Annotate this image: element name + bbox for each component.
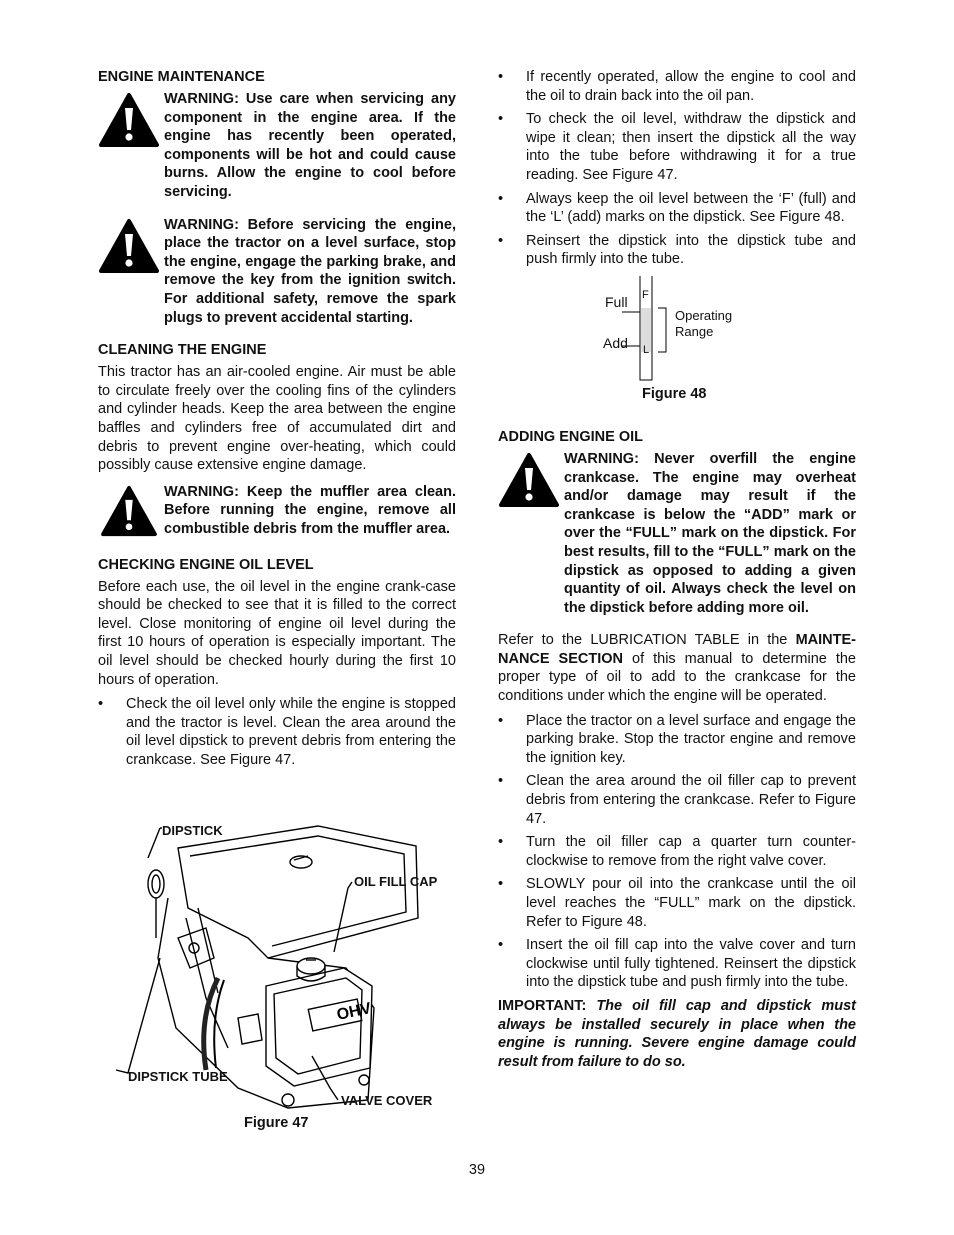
label-dipstick: DIPSTICK <box>162 823 223 838</box>
label-dipstick-tube: DIPSTICK TUBE <box>128 1069 228 1084</box>
left-column <box>98 68 456 775</box>
checking-oil-bullets <box>98 695 456 769</box>
list-item: • Clean the area around the oil filler cap to prevent debris from entering the crankcase. Refer to Figure 47. <box>498 773 856 827</box>
engine-maintenance-heading: ENGINE MAINTENANCE <box>98 69 265 85</box>
figure-48 <box>498 274 856 424</box>
figure-48-caption: Figure 48 <box>642 385 707 402</box>
warning-text-before-servicing: WARNING: Before servicing the engine, place the tractor on a level surface, stop the engine, engage the parking brake, and remove the key from the ignition switch. For additional safety, remove the spark plugs to prevent accidental starting. <box>164 216 456 326</box>
list-item: • If recently operated, allow the engine to cool and the oil to drain back into the oil pan. <box>498 69 856 104</box>
label-valve-cover: VALVE COVER <box>341 1093 433 1108</box>
warning-block-overfill <box>498 450 856 617</box>
important-note: IMPORTANT: The oil fill cap and dipstick must always be installed securely in place when the engine is running. Severe engine damage could result from failure to do so. <box>498 997 856 1070</box>
list-item: • Place the tractor on a level surface and engage the parking brake. Stop the tractor engine and remove the ignition key. <box>498 712 856 766</box>
figure-47-caption: Figure 47 <box>244 1115 309 1131</box>
warning-triangle-icon <box>498 450 560 513</box>
cleaning-engine-paragraph: This tractor has an air-cooled engine. Air must be able to circulate freely over the cooling fins of the cylinders and cylinder heads. Keep the area between the engine baffles and cylinders free of accumulated dirt and debris to prevent engine over-heating, which could possibly cause extensive engine damage. <box>98 364 456 474</box>
warning-block-hot-engine <box>98 90 456 202</box>
list-item: • Reinsert the dipstick into the dipstick tube and push firmly into the tube. <box>498 232 856 268</box>
checking-oil-paragraph: Before each use, the oil level in the engine crank-case should be checked to see that it is filled to the correct level. Close monitoring of engine oil level during the first 10 hours of operation is especially important. The oil level should be checked hourly during the first 10 hours of operation. <box>98 578 456 688</box>
list-item: • Always keep the oil level between the ‘F’ (full) and the ‘L’ (add) marks on the dipstick. See Figure 48. <box>498 190 856 226</box>
label-oil-fill-cap: OIL FILL CAP <box>354 874 438 889</box>
warning-triangle-icon <box>98 483 160 542</box>
right-column <box>498 68 856 1071</box>
page-number: 39 <box>468 1162 486 1178</box>
label-operating-range: Operating Range <box>675 307 733 339</box>
label-l-mark: L <box>643 343 650 356</box>
engine-illustration <box>98 818 458 1138</box>
figure-47 <box>98 818 458 1138</box>
label-f-mark: F <box>642 288 649 301</box>
warning-triangle-icon <box>98 216 160 279</box>
list-item: • Check the oil level only while the engine is stopped and the tractor is level. Clean the area around the oil level dipstick to prevent debris from entering the crankcase. See Figure 47. <box>98 696 456 769</box>
checking-oil-heading: CHECKING ENGINE OIL LEVEL <box>98 556 314 573</box>
warning-text-overfill: WARNING: Never overfill the engine crankcase. The engine may overheat and/or damage may result if the crankcase is below the “ADD” mark or over the “FULL” mark on the dipstick. For best results, fill to the “FULL” mark on the dipstick as opposed to adding a given quantity of oil. Always check the level on the dipstick before adding more oil. <box>564 450 856 616</box>
lubrication-reference-paragraph: Refer to the LUBRICATION TABLE in the MAINTE-NANCE SECTION of this manual to determine the proper type of oil to add to the crankcase for the conditions under which the engine will be operated. <box>498 632 856 705</box>
oil-check-bullets <box>498 68 856 269</box>
warning-text-hot-engine: WARNING: Use care when servicing any component in the engine area. If the engine has recently been operated, components will be hot and could cause burns. Allow the engine to cool before servicing. <box>164 91 456 200</box>
list-item: • Turn the oil filler cap a quarter turn counter-clockwise to remove from the right valve cover. <box>498 834 856 869</box>
adding-oil-bullets <box>498 712 856 992</box>
warning-block-muffler <box>98 483 456 542</box>
list-item: • To check the oil level, withdraw the dipstick and wipe it clean; then insert the dipstick all the way into the tube before withdrawing it for a true reading. See Figure 47. <box>498 111 856 183</box>
warning-block-before-servicing <box>98 216 456 328</box>
adding-oil-heading: ADDING ENGINE OIL <box>498 428 644 445</box>
label-full: Full <box>605 293 628 310</box>
ohv-emblem: OHV <box>335 1000 373 1024</box>
warning-triangle-icon <box>98 90 160 153</box>
warning-text-muffler: WARNING: Keep the muffler area clean. Before running the engine, remove all combustible debris from the muffler area. <box>164 483 456 537</box>
label-add: Add <box>603 334 628 351</box>
list-item: • SLOWLY pour oil into the crankcase until the oil level reaches the “FULL” mark on the dipstick. Refer to Figure 48. <box>498 876 856 930</box>
list-item: • Insert the oil fill cap into the valve cover and turn clockwise until fully tightened. Reinsert the dipstick into the dipstick tube and push firmly into the tube. <box>498 937 856 991</box>
cleaning-engine-heading: CLEANING THE ENGINE <box>98 342 267 359</box>
